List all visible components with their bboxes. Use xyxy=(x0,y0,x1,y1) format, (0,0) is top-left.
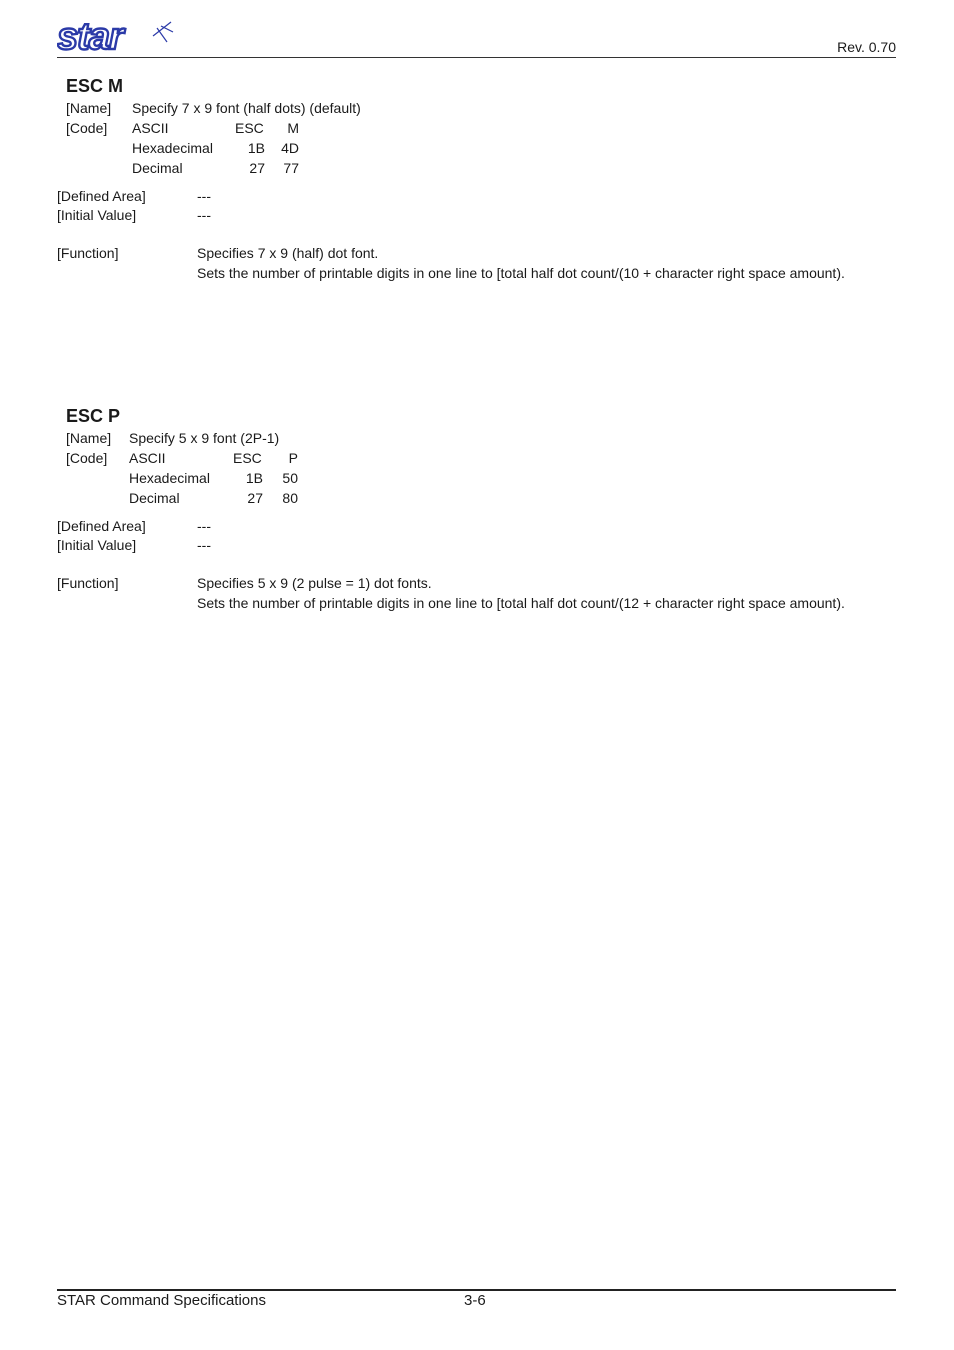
name-value: Specify 7 x 9 font (half dots) (default) xyxy=(132,100,361,116)
code-row-value: 80 xyxy=(282,490,298,506)
code-row-value: 4D xyxy=(281,140,299,156)
code-row-value: 1B xyxy=(245,470,263,486)
function-line: Specifies 5 x 9 (2 pulse = 1) dot fonts. xyxy=(197,575,432,591)
code-row-value: M xyxy=(287,120,299,136)
defined-area-value: --- xyxy=(197,518,211,534)
code-row-value: P xyxy=(288,450,298,466)
initial-value-label: [Initial Value] xyxy=(57,207,137,223)
section-title: ESC P xyxy=(66,406,121,426)
defined-area-label: [Defined Area] xyxy=(57,188,146,204)
defined-area-value: --- xyxy=(197,188,211,204)
code-row-value: 50 xyxy=(282,470,298,486)
code-row-label: Hexadecimal xyxy=(132,140,213,156)
header-divider xyxy=(57,57,896,58)
star-logo xyxy=(57,18,175,54)
function-line: Sets the number of printable digits in one line to [total half dot count/(10 + character right space amount). xyxy=(197,265,845,281)
code-label: [Code] xyxy=(66,450,108,466)
initial-value-label: [Initial Value] xyxy=(57,537,137,553)
code-row-value: ESC xyxy=(233,450,262,466)
star-logo-mark-icon xyxy=(153,22,173,42)
function-line: Sets the number of printable digits in one line to [total half dot count/(12 + character right space amount). xyxy=(197,595,845,611)
code-row-label: Decimal xyxy=(129,490,180,506)
code-row-value: ESC xyxy=(235,120,264,136)
section-title: ESC M xyxy=(66,76,124,96)
name-label: [Name] xyxy=(66,430,112,446)
star-logo-wordmark: star xyxy=(57,18,123,54)
function-label: [Function] xyxy=(57,245,119,261)
defined-area-label: [Defined Area] xyxy=(57,518,146,534)
code-label: [Code] xyxy=(66,120,108,136)
code-row-value: 27 xyxy=(249,160,265,176)
function-line: Specifies 7 x 9 (half) dot font. xyxy=(197,245,379,261)
code-row-label: Hexadecimal xyxy=(129,470,210,486)
function-label: [Function] xyxy=(57,575,119,591)
code-row-label: Decimal xyxy=(132,160,183,176)
initial-value-value: --- xyxy=(197,207,211,223)
revision-label: Rev. 0.70 xyxy=(837,39,896,55)
code-row-label: ASCII xyxy=(132,120,169,136)
code-row-value: 1B xyxy=(247,140,265,156)
code-row-label: ASCII xyxy=(129,450,166,466)
code-row-value: 77 xyxy=(283,160,299,176)
footer-document-title: STAR Command Specifications xyxy=(57,1292,266,1309)
initial-value-value: --- xyxy=(197,537,211,553)
name-label: [Name] xyxy=(66,100,112,116)
name-value: Specify 5 x 9 font (2P-1) xyxy=(129,430,280,446)
footer-page-number: 3-6 xyxy=(464,1292,486,1309)
code-row-value: 27 xyxy=(247,490,263,506)
